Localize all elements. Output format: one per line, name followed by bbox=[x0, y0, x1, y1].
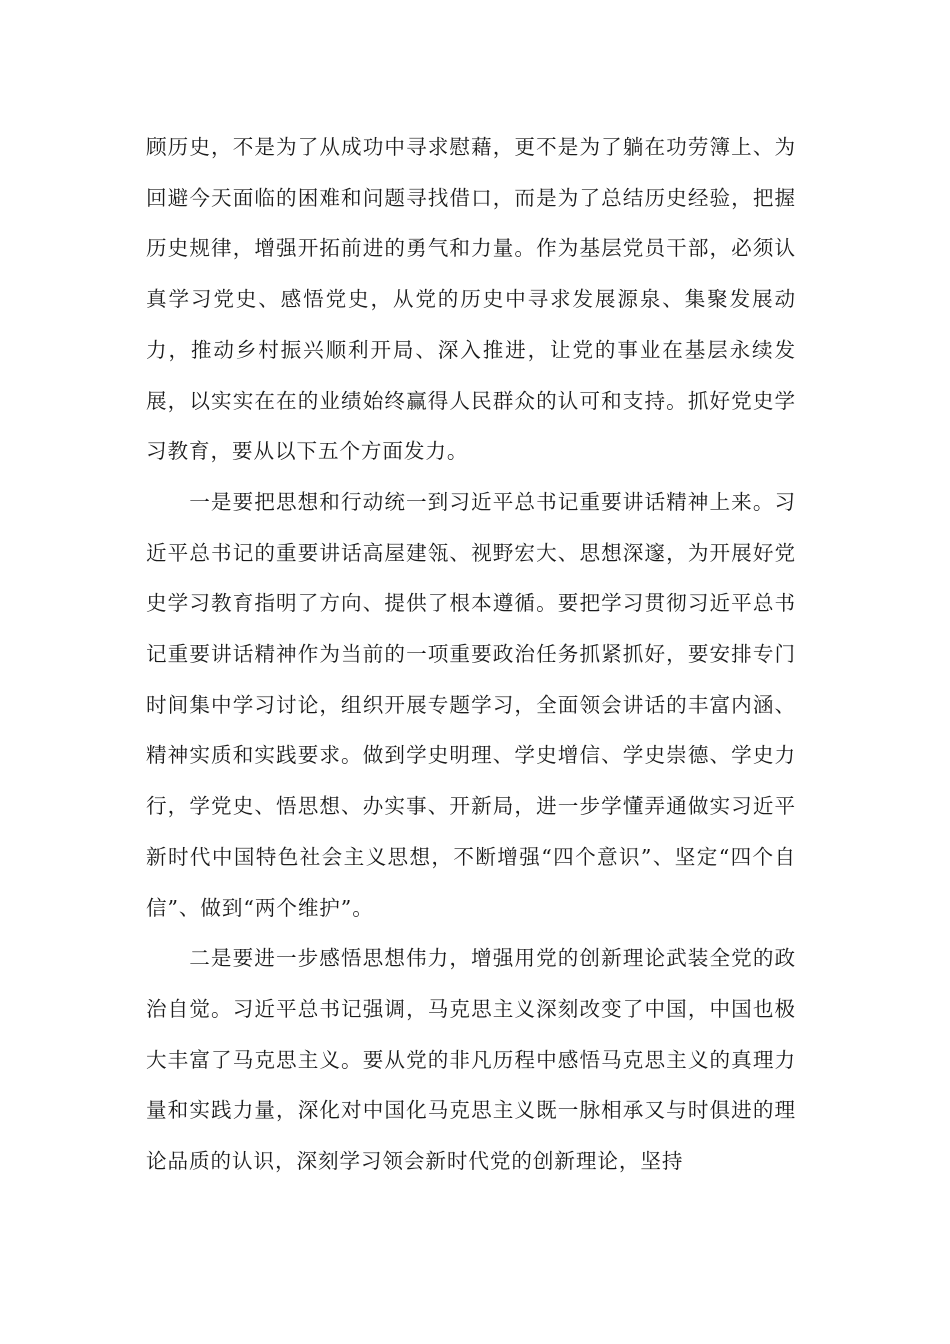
paragraph-point-one: 一是要把思想和行动统一到习近平总书记重要讲话精神上来。习近平总书记的重要讲话高屋建瓴、视野宏大、思想深邃，为开展好党史学习教育指明了方向、提供了根本遵循。要把学习贯彻习近平总书记重要讲话精神作为当前的一项重要政治任务抓紧抓好，要安排专门时间集中学习讨论，组织开展专题学习，全面领会讲话的丰富内涵、精神实质和实践要求。做到学史明理、学史增信、学史崇德、学史力行，学党史、悟思想、办实事、开新局，进一步学懂弄通做实习近平新时代中国特色社会主义思想，不断增强“四个意识”、坚定“四个自信”、做到“两个维护”。 bbox=[146, 489, 796, 920]
paragraph-point-two: 二是要进一步感悟思想伟力，增强用党的创新理论武装全党的政治自觉。习近平总书记强调，马克思主义深刻改变了中国，中国也极大丰富了马克思主义。要从党的非凡历程中感悟马克思主义的真理力量和实践力量，深化对中国化马克思主义既一脉相承又与时俱进的理论品质的认识，深刻学习领会新时代党的创新理论，坚持 bbox=[146, 946, 796, 1174]
paragraph-continued: 顾历史，不是为了从成功中寻求慰藉，更不是为了躺在功劳簿上、为回避今天面临的困难和问题寻找借口，而是为了总结历史经验，把握历史规律，增强开拓前进的勇气和力量。作为基层党员干部，必须认真学习党史、感悟党史，从党的历史中寻求发展源泉、集聚发展动力，推动乡村振兴顺利开局、深入推进，让党的事业在基层永续发展，以实实在在的业绩始终赢得人民群众的认可和支持。抓好党史学习教育，要从以下五个方面发力。 bbox=[146, 135, 796, 464]
document-body bbox=[146, 122, 796, 1187]
